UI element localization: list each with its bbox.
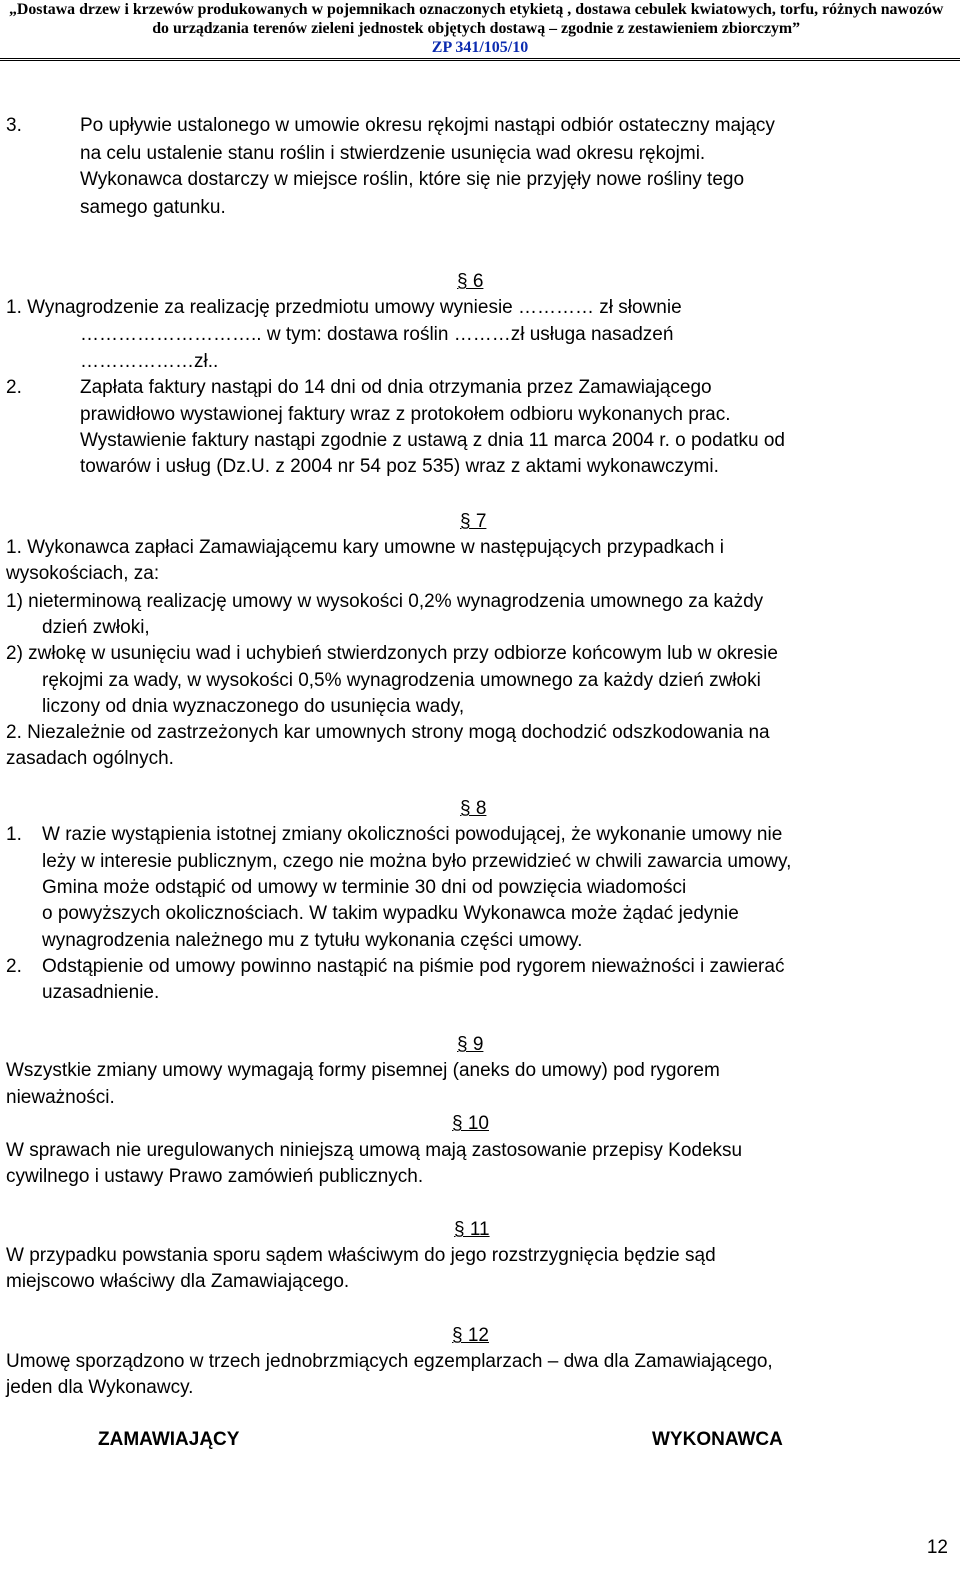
- paragraph-line: W przypadku powstania sporu sądem właściwym do jego rozstrzygnięcia będzie sąd: [6, 1245, 716, 1266]
- paragraph-line: wynagrodzenia należnego mu z tytułu wykonania części umowy.: [42, 930, 583, 951]
- header-reference-code: ZP 341/105/10: [431, 39, 529, 56]
- item-number: 2.: [6, 956, 22, 977]
- section-heading-10: § 10: [452, 1113, 489, 1134]
- paragraph-line: nieważności.: [6, 1087, 115, 1108]
- paragraph-line: 1) nieterminową realizację umowy w wysokości 0,2% wynagrodzenia umownego za każdy: [6, 591, 764, 612]
- paragraph-line: W razie wystąpienia istotnej zmiany okoliczności powodującej, że wykonanie umowy nie: [42, 824, 783, 845]
- paragraph-line: o powyższych okolicznościach. W takim wypadku Wykonawca może żądać jedynie: [42, 903, 739, 924]
- signature-label-ordering-party: ZAMAWIAJĄCY: [98, 1429, 240, 1450]
- item-number: 3.: [6, 115, 22, 136]
- section-heading-11: § 11: [454, 1219, 490, 1240]
- section-heading-6: § 6: [457, 271, 484, 292]
- paragraph-line: rękojmi za wady, w wysokości 0,5% wynagrodzenia umownego za każdy dzień zwłoki: [42, 670, 761, 691]
- paragraph-line: Zapłata faktury nastąpi do 14 dni od dnia otrzymania przez Zamawiającego: [80, 377, 712, 398]
- signature-label-contractor: WYKONAWCA: [652, 1429, 783, 1450]
- paragraph-line: 2) zwłokę w usunięciu wad i uchybień stwierdzonych przy odbiorze końcowym lub w okresie: [6, 643, 778, 664]
- section-heading-7: § 7: [460, 511, 487, 532]
- section-heading-12: § 12: [452, 1325, 489, 1346]
- paragraph-line: ……………………….. w tym: dostawa roślin ………zł usługa nasadzeń: [80, 324, 674, 345]
- header-title-line-2: do urządzania terenów zieleni jednostek objętych dostawą – zgodnie z zestawieniem zbiorczym”: [152, 20, 801, 37]
- paragraph-line: uzasadnienie.: [42, 982, 160, 1003]
- paragraph-line: Odstąpienie od umowy powinno nastąpić na piśmie pod rygorem nieważności i zawierać: [42, 956, 785, 977]
- paragraph-line: dzień zwłoki,: [42, 617, 150, 638]
- paragraph-line: ………………zł..: [80, 351, 219, 372]
- paragraph-line: jeden dla Wykonawcy.: [6, 1377, 194, 1398]
- paragraph-line: samego gatunku.: [80, 197, 226, 218]
- paragraph-line: 1. Wynagrodzenie za realizację przedmiotu umowy wyniesie ………… zł słownie: [6, 297, 682, 318]
- paragraph-line: Wszystkie zmiany umowy wymagają formy pisemnej (aneks do umowy) pod rygorem: [6, 1060, 720, 1081]
- paragraph-line: leży w interesie publicznym, czego nie można było przewidzieć w chwili zawarcia umowy,: [42, 851, 792, 872]
- section-heading-9: § 9: [457, 1034, 484, 1055]
- header-title-line-1: „Dostawa drzew i krzewów produkowanych w pojemnikach oznaczonych etykietą , dostawa cebulek kwiatowych, torfu, różnych nawozów: [8, 1, 944, 18]
- paragraph-line: Umowę sporządzono w trzech jednobrzmiących egzemplarzach – dwa dla Zamawiającego,: [6, 1351, 773, 1372]
- paragraph-line: Wykonawca dostarczy w miejsce roślin, które się nie przyjęły nowe rośliny tego: [80, 169, 745, 190]
- paragraph-line: W sprawach nie uregulowanych niniejszą umową mają zastosowanie przepisy Kodeksu: [6, 1140, 743, 1161]
- section-heading-8: § 8: [460, 798, 487, 819]
- paragraph-line: na celu ustalenie stanu roślin i stwierdzenie usunięcia wad okresu rękojmi.: [80, 143, 706, 164]
- item-number: 1.: [6, 824, 22, 845]
- item-number: 2.: [6, 377, 22, 398]
- paragraph-line: zasadach ogólnych.: [6, 748, 174, 769]
- paragraph-line: towarów i usług (Dz.U. z 2004 nr 54 poz 535) wraz z aktami wykonawczymi.: [80, 456, 719, 477]
- paragraph-line: 2. Niezależnie od zastrzeżonych kar umownych strony mogą dochodzić odszkodowania na: [6, 722, 770, 743]
- paragraph-line: 1. Wykonawca zapłaci Zamawiającemu kary umowne w następujących przypadkach i: [6, 537, 724, 558]
- paragraph-line: Gmina może odstąpić od umowy w terminie 30 dni od powzięcia wiadomości: [42, 877, 687, 898]
- page-number: 12: [926, 1537, 948, 1558]
- paragraph-line: prawidłowo wystawionej faktury wraz z protokołem odbioru wykonanych prac.: [80, 404, 731, 425]
- paragraph-line: liczony od dnia wyznaczonego do usunięcia wady,: [42, 696, 465, 717]
- paragraph-line: Po upływie ustalonego w umowie okresu rękojmi nastąpi odbiór ostateczny mający: [80, 115, 775, 136]
- paragraph-line: wysokościach, za:: [6, 563, 160, 584]
- paragraph-line: miejscowo właściwy dla Zamawiającego.: [6, 1271, 350, 1292]
- paragraph-line: cywilnego i ustawy Prawo zamówień publicznych.: [6, 1166, 424, 1187]
- paragraph-line: Wystawienie faktury nastąpi zgodnie z ustawą z dnia 11 marca 2004 r. o podatku od: [80, 430, 785, 451]
